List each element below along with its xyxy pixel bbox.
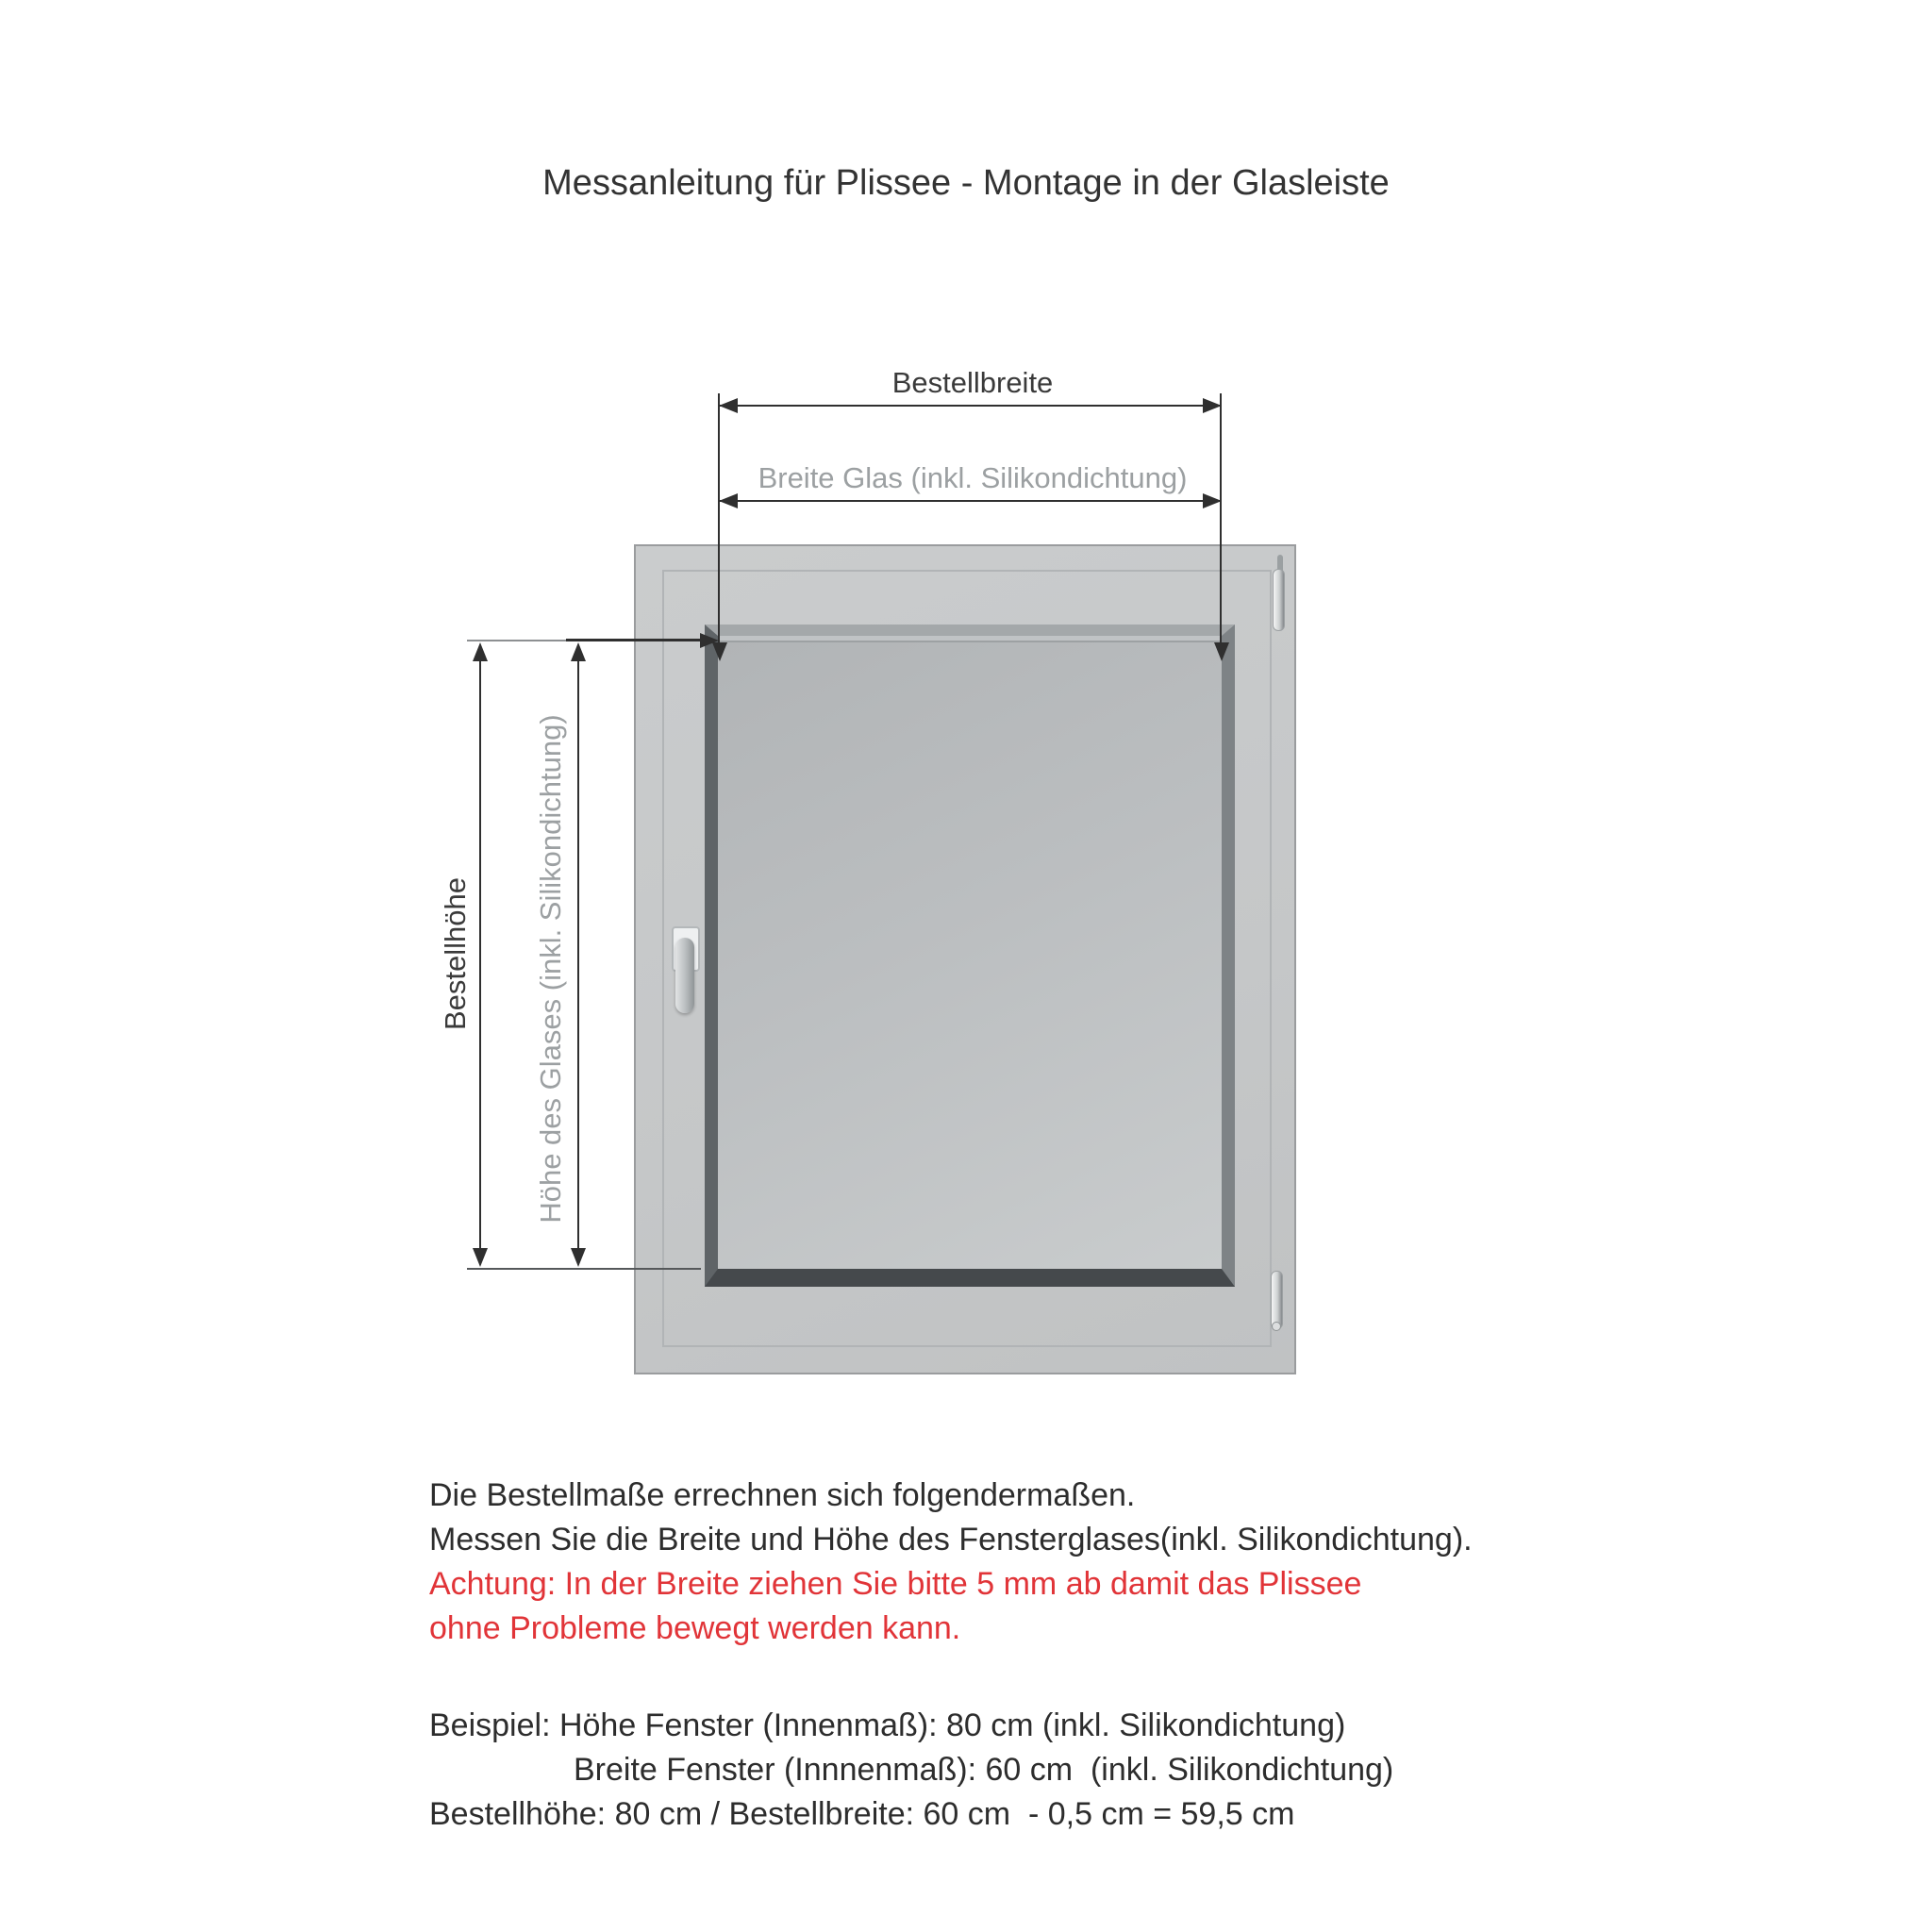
order-width-label: Bestellbreite xyxy=(891,366,1054,399)
arrowhead-right-icon xyxy=(1203,493,1222,508)
glass-height-label: Höhe des Glases (inkl. Silikondichtung) xyxy=(534,714,567,1224)
page-title: Messanleitung für Plissee - Montage in der Glasleiste xyxy=(542,163,1390,203)
arrowhead-right-icon xyxy=(1203,398,1222,413)
order-height-label: Bestellhöhe xyxy=(439,876,472,1031)
window-handle xyxy=(675,938,694,1013)
instruction-line: Messen Sie die Breite und Höhe des Fensterglases(inkl. Silikondichtung). xyxy=(429,1522,1473,1557)
window-glass xyxy=(705,625,1235,1287)
example-block xyxy=(429,1704,1393,1837)
silicone-seal-strip xyxy=(718,636,1222,642)
arrowhead-down-icon xyxy=(1214,642,1229,661)
glass-width-label: Breite Glas (inkl. Silikondichtung) xyxy=(758,461,1188,494)
example-line: Bestellhöhe: 80 cm / Bestellbreite: 60 cm - 0,5 cm = 59,5 cm xyxy=(429,1796,1295,1832)
warning-line: ohne Probleme bewegt werden kann. xyxy=(429,1610,961,1646)
warning-line: Achtung: In der Breite ziehen Sie bitte 5 mm ab damit das Plissee xyxy=(429,1566,1362,1602)
order-width-arrow-line xyxy=(719,405,1222,407)
arrowhead-down-icon xyxy=(571,1248,586,1267)
bottom-hinge-cap xyxy=(1272,1322,1281,1331)
arrowhead-down-icon xyxy=(473,1248,488,1267)
instructions-block xyxy=(429,1474,1473,1651)
height-tick-top xyxy=(566,639,700,641)
width-tick-right xyxy=(1220,393,1222,644)
width-tick-left xyxy=(718,393,720,644)
height-tick-bottom xyxy=(467,1268,701,1270)
bottom-hinge xyxy=(1271,1271,1283,1329)
order-height-arrow-line xyxy=(479,658,481,1253)
arrowhead-up-icon xyxy=(473,642,488,661)
arrowhead-right-icon xyxy=(700,633,719,648)
example-line: Beispiel: Höhe Fenster (Innenmaß): 80 cm (inkl. Silikondichtung) xyxy=(429,1707,1346,1743)
glass-width-arrow-line xyxy=(719,500,1222,502)
top-hinge xyxy=(1273,569,1285,631)
arrowhead-up-icon xyxy=(571,642,586,661)
example-line: Breite Fenster (Innnenmaß): 60 cm (inkl. Silikondichtung) xyxy=(574,1752,1394,1788)
arrowhead-left-icon xyxy=(719,398,738,413)
arrowhead-left-icon xyxy=(719,493,738,508)
glass-height-arrow-line xyxy=(577,658,579,1253)
instruction-line: Die Bestellmaße errechnen sich folgendermaßen. xyxy=(429,1477,1136,1513)
